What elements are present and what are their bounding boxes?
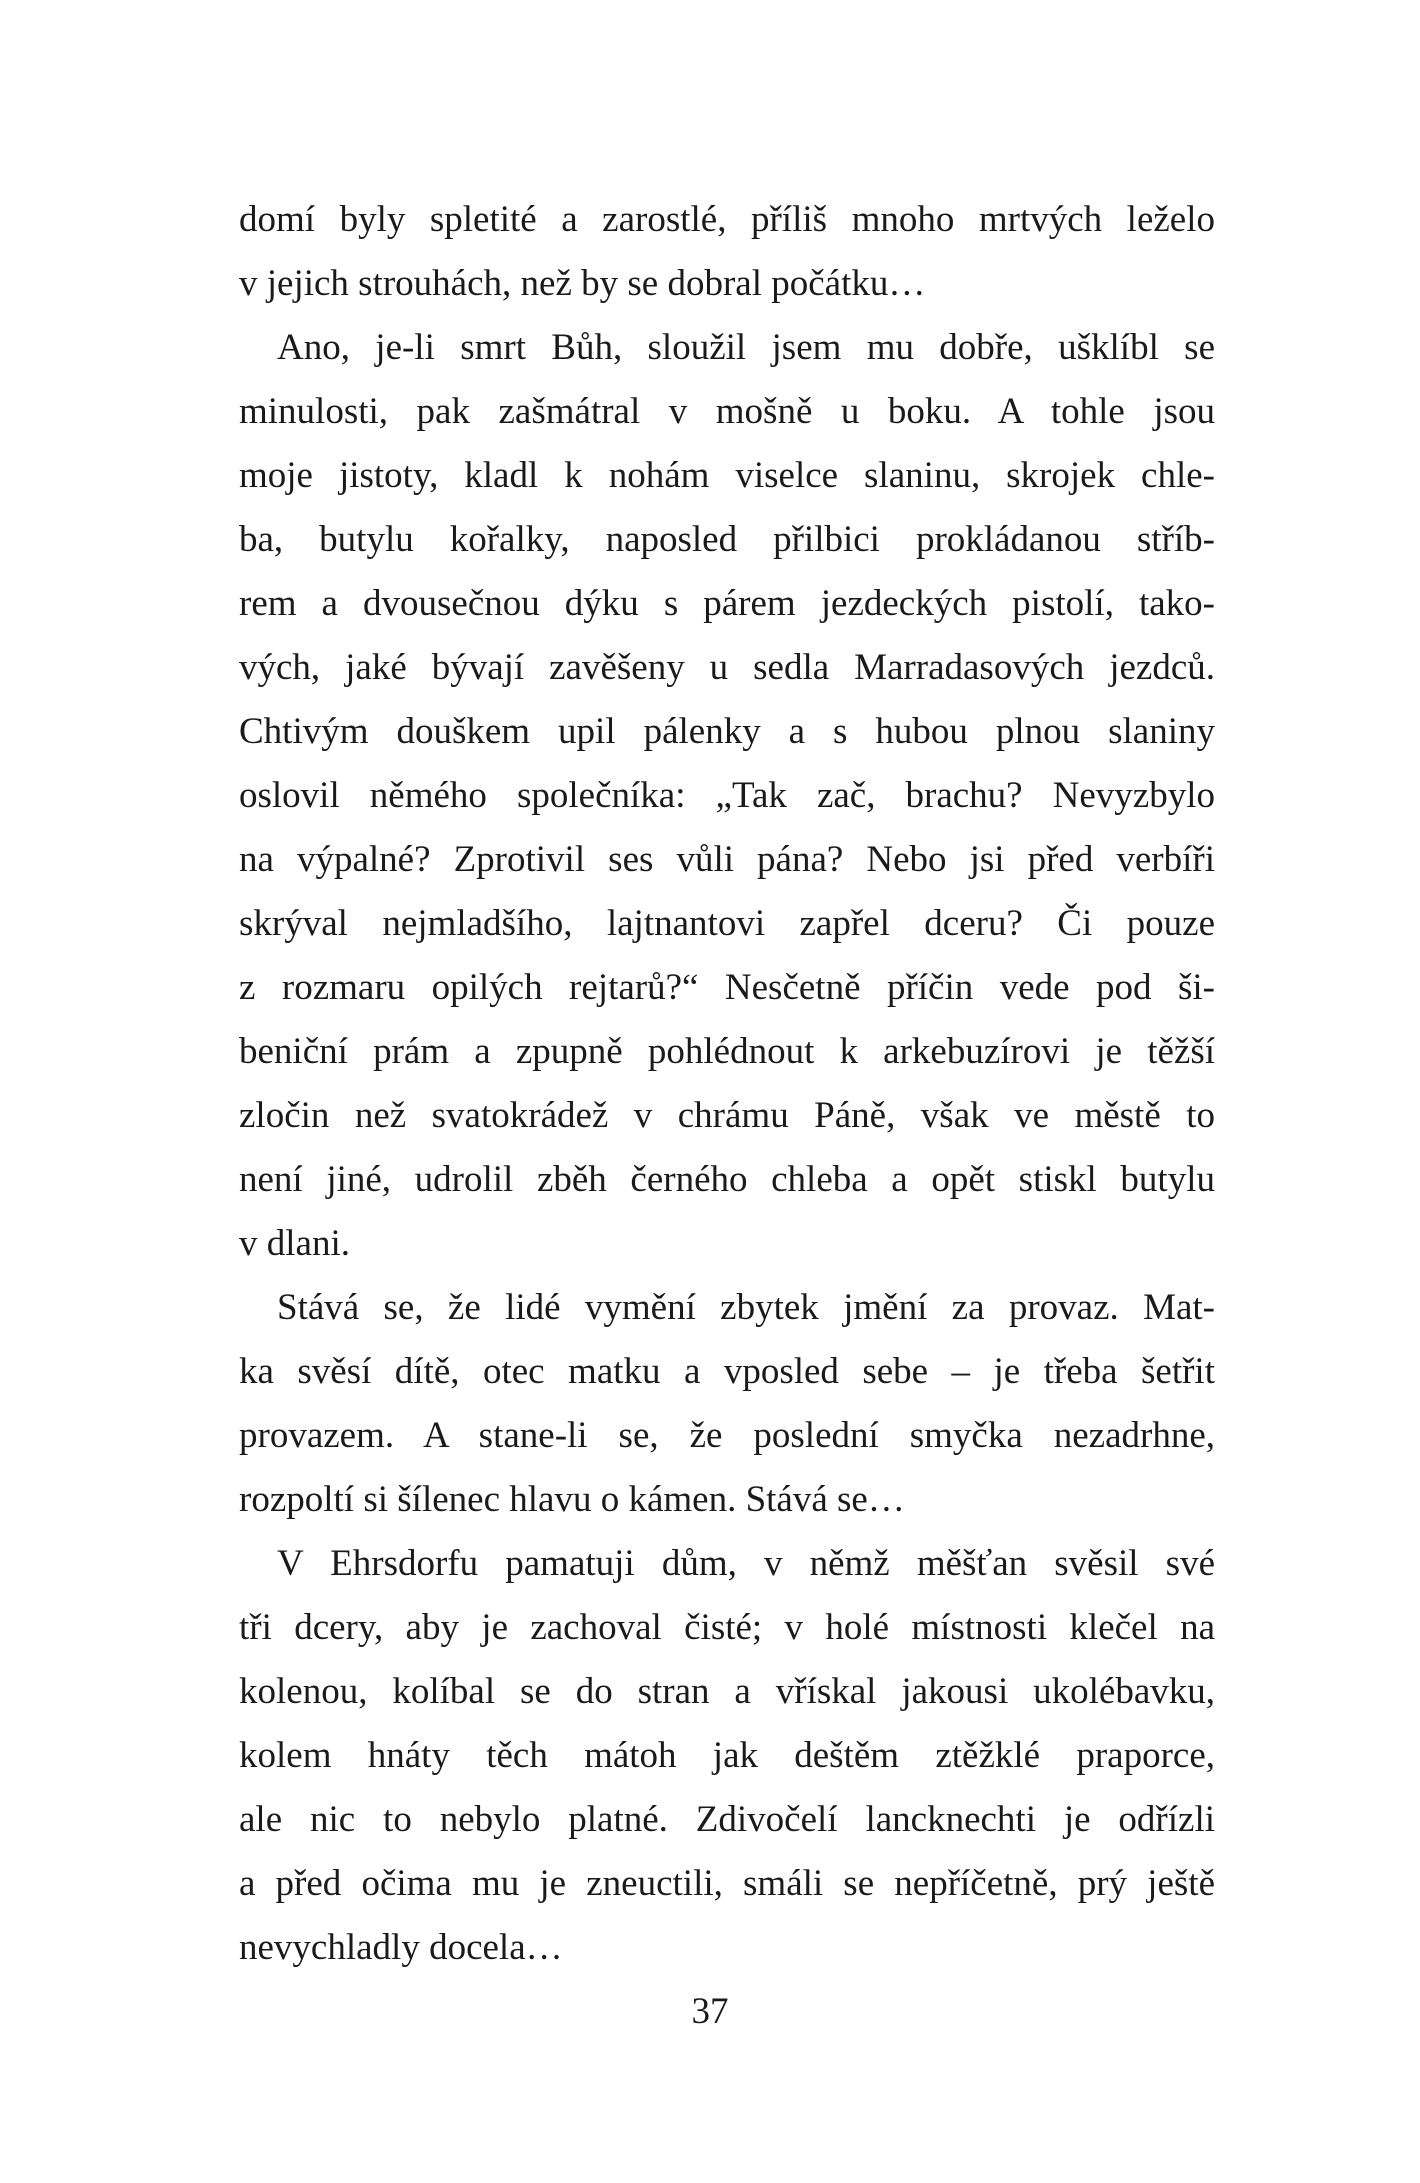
paragraph xyxy=(239,188,1215,316)
text-line: Ano, je-li smrt Bůh, sloužil jsem mu dobře, ušklíbl se xyxy=(277,327,1215,368)
text-line: ka svěsí dítě, otec matku a vposled sebe – je třeba šetřit xyxy=(239,1351,1215,1392)
text-line: nevychladly docela… xyxy=(239,1927,563,1968)
text-line: vých, jaké bývají zavěšeny u sedla Marradasových jezdců. xyxy=(239,647,1215,688)
text-line: ale nic to nebylo platné. Zdivočelí lancknechti je odřízli xyxy=(239,1799,1215,1840)
text-line: rem a dvousečnou dýku s párem jezdeckých pistolí, tako- xyxy=(239,583,1215,624)
text-line: Stává se, že lidé vymění zbytek jmění za provaz. Mat- xyxy=(277,1287,1215,1328)
text-line: beniční prám a zpupně pohlédnout k arkebuzírovi je těžší xyxy=(239,1031,1215,1072)
paragraph xyxy=(239,1276,1215,1532)
text-line: v jejich strouhách, než by se dobral počátku… xyxy=(239,263,926,304)
text-line: na výpalné? Zprotivil ses vůli pána? Nebo jsi před verbíři xyxy=(239,839,1215,880)
text-line: Chtivým douškem upil pálenky a s hubou plnou slaniny xyxy=(239,711,1215,752)
text-line: oslovil němého společníka: „Tak zač, brachu? Nevyzbylo xyxy=(239,775,1215,816)
text-line: zločin než svatokrádež v chrámu Páně, však ve městě to xyxy=(239,1095,1215,1136)
paragraph xyxy=(239,316,1215,1276)
text-line: z rozmaru opilých rejtarů?“ Nesčetně příčin vede pod ši- xyxy=(239,967,1215,1008)
body-text xyxy=(239,188,1215,1980)
text-line: skrýval nejmladšího, lajtnantovi zapřel dceru? Či pouze xyxy=(239,903,1215,944)
text-line: moje jistoty, kladl k nohám viselce slaninu, skrojek chle- xyxy=(239,455,1215,496)
text-line: není jiné, udrolil zběh černého chleba a opět stiskl butylu xyxy=(239,1159,1215,1200)
text-line: tři dcery, aby je zachoval čisté; v holé místnosti klečel na xyxy=(239,1607,1215,1648)
text-line: ba, butylu kořalky, naposled přilbici prokládanou stříb- xyxy=(239,519,1215,560)
text-line: minulosti, pak zašmátral v mošně u boku. A tohle jsou xyxy=(239,391,1215,432)
text-line: provazem. A stane-li se, že poslední smyčka nezadrhne, xyxy=(239,1415,1215,1456)
text-line: V Ehrsdorfu pamatuji dům, v němž měšťan svěsil své xyxy=(277,1543,1215,1584)
text-line: v dlani. xyxy=(239,1223,350,1264)
page-number: 37 xyxy=(691,1991,729,2032)
paragraph xyxy=(239,1532,1215,1980)
text-line: domí byly spletité a zarostlé, příliš mnoho mrtvých leželo xyxy=(239,199,1215,240)
text-line: rozpoltí si šílenec hlavu o kámen. Stává se… xyxy=(239,1479,905,1520)
text-line: a před očima mu je zneuctili, smáli se nepříčetně, prý ještě xyxy=(239,1863,1215,1904)
text-line: kolenou, kolíbal se do stran a vřískal jakousi ukolébavku, xyxy=(239,1671,1215,1712)
text-line: kolem hnáty těch mátoh jak deštěm ztěžklé praporce, xyxy=(239,1735,1215,1776)
